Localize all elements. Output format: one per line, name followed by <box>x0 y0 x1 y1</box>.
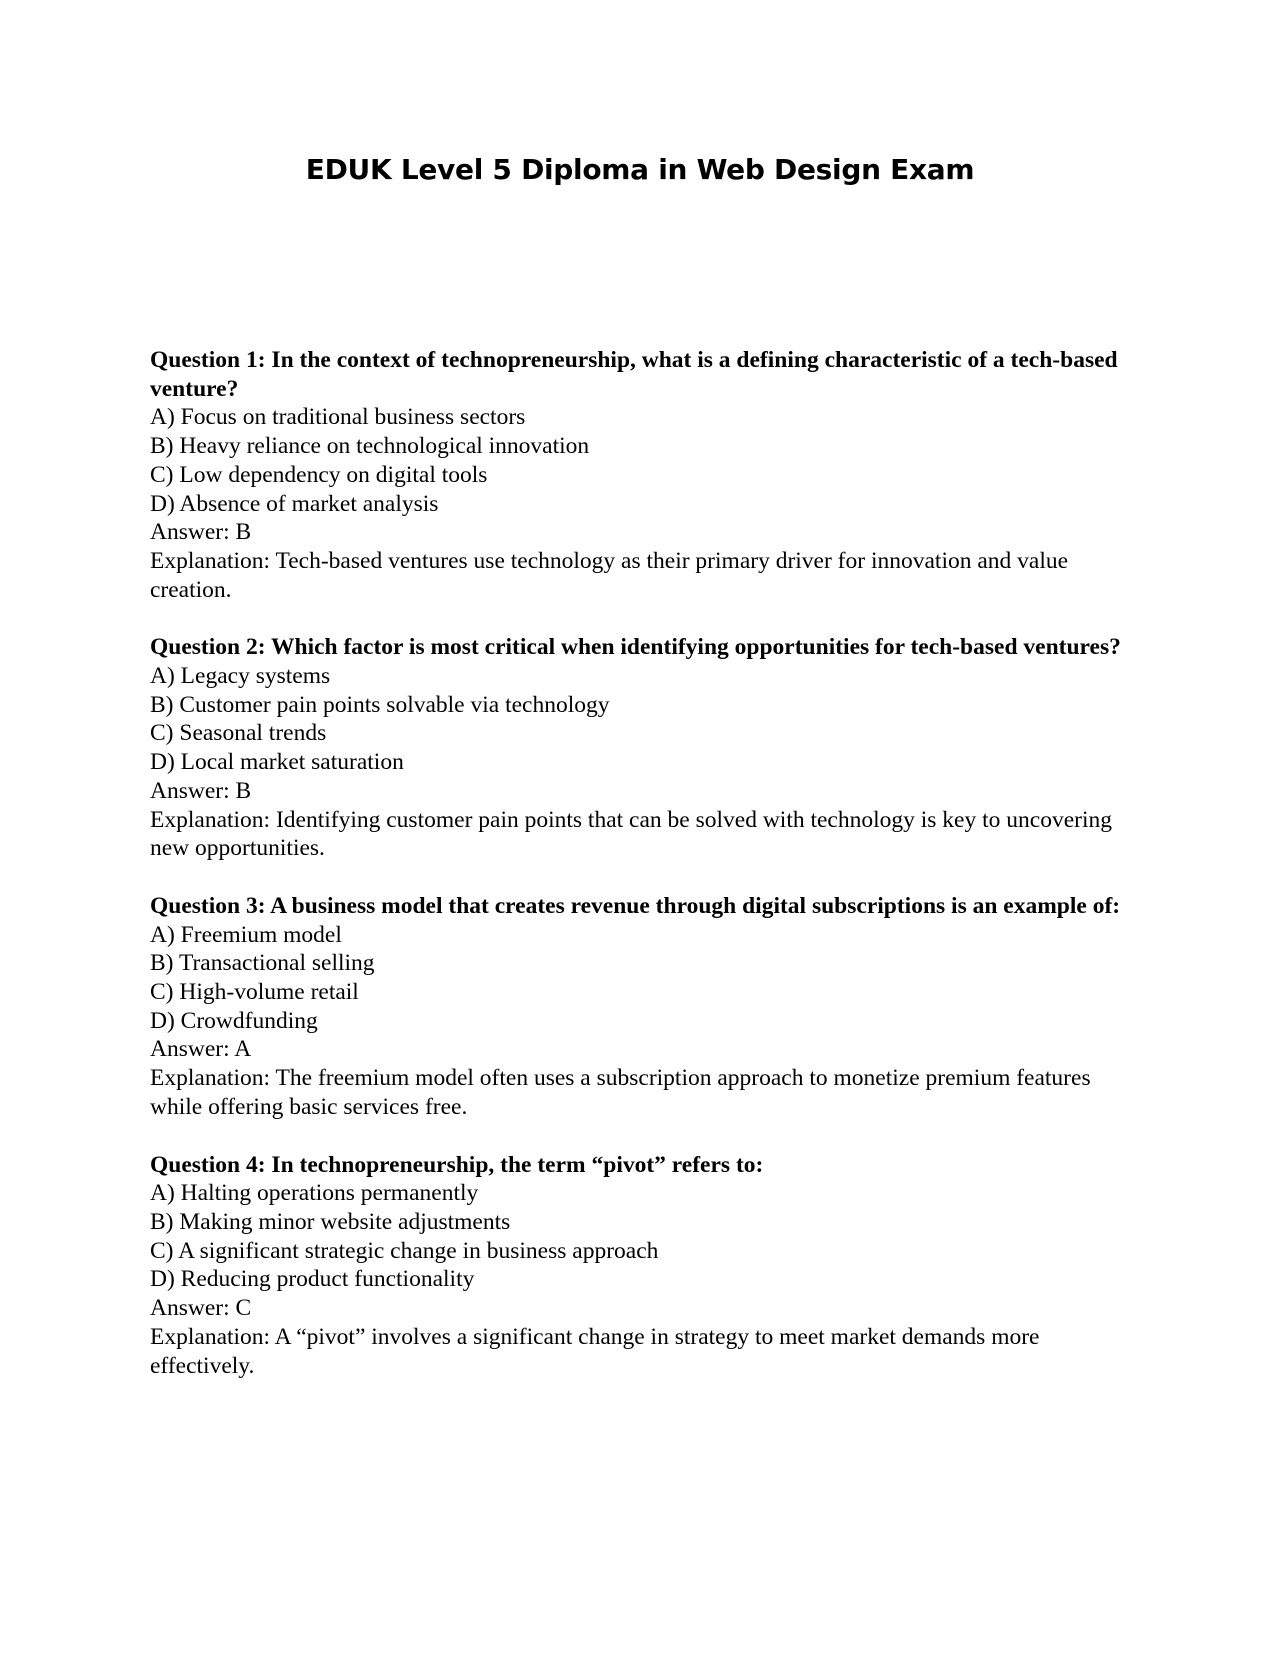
answer: Answer: B <box>150 519 252 546</box>
option-b: B) Heavy reliance on technological innovation <box>150 433 590 460</box>
option-d: D) Local market saturation <box>150 749 404 776</box>
question-text: Question 2: Which factor is most critical when identifying opportunities for tech-based ventures? <box>150 634 1121 661</box>
question-3 <box>150 892 1130 1122</box>
question-1 <box>150 346 1130 604</box>
explanation: Explanation: Tech-based ventures use technology as their primary driver for innovation and value creation. <box>150 547 1069 603</box>
option-b: B) Transactional selling <box>150 950 375 977</box>
option-a: A) Legacy systems <box>150 663 331 690</box>
answer: Answer: A <box>150 1036 252 1063</box>
option-c: C) Seasonal trends <box>150 720 327 747</box>
question-text: Question 1: In the context of technopreneurship, what is a defining characteristic of a tech-based venture? <box>150 347 1118 402</box>
option-a: A) Freemium model <box>150 921 342 948</box>
explanation: Explanation: Identifying customer pain points that can be solved with technology is key to uncovering new opportunities. <box>150 806 1112 862</box>
answer: Answer: C <box>150 1295 252 1322</box>
page-title: EDUK Level 5 Diploma in Web Design Exam <box>305 153 975 186</box>
option-b: B) Making minor website adjustments <box>150 1208 511 1235</box>
explanation: Explanation: The freemium model often uses a subscription approach to monetize premium features while offering basic services free. <box>150 1065 1091 1120</box>
question-text: Question 4: In technopreneurship, the term “pivot” refers to: <box>150 1151 764 1178</box>
option-a: A) Halting operations permanently <box>150 1180 479 1207</box>
option-d: D) Absence of market analysis <box>150 490 439 517</box>
option-c: C) High-volume retail <box>150 979 359 1006</box>
question-4 <box>150 1151 1130 1381</box>
option-d: D) Crowdfunding <box>150 1007 318 1034</box>
explanation: Explanation: A “pivot” involves a significant change in strategy to meet market demands more effectively. <box>150 1323 1040 1379</box>
question-2 <box>150 633 1130 863</box>
question-text: Question 3: A business model that creates revenue through digital subscriptions is an example of: <box>150 892 1121 919</box>
option-c: C) Low dependency on digital tools <box>150 461 488 488</box>
option-c: C) A significant strategic change in business approach <box>150 1237 659 1264</box>
option-d: D) Reducing product functionality <box>150 1266 475 1293</box>
option-a: A) Focus on traditional business sectors <box>150 404 526 431</box>
option-b: B) Customer pain points solvable via technology <box>150 691 610 718</box>
question-list <box>150 346 1130 1409</box>
answer: Answer: B <box>150 777 252 804</box>
